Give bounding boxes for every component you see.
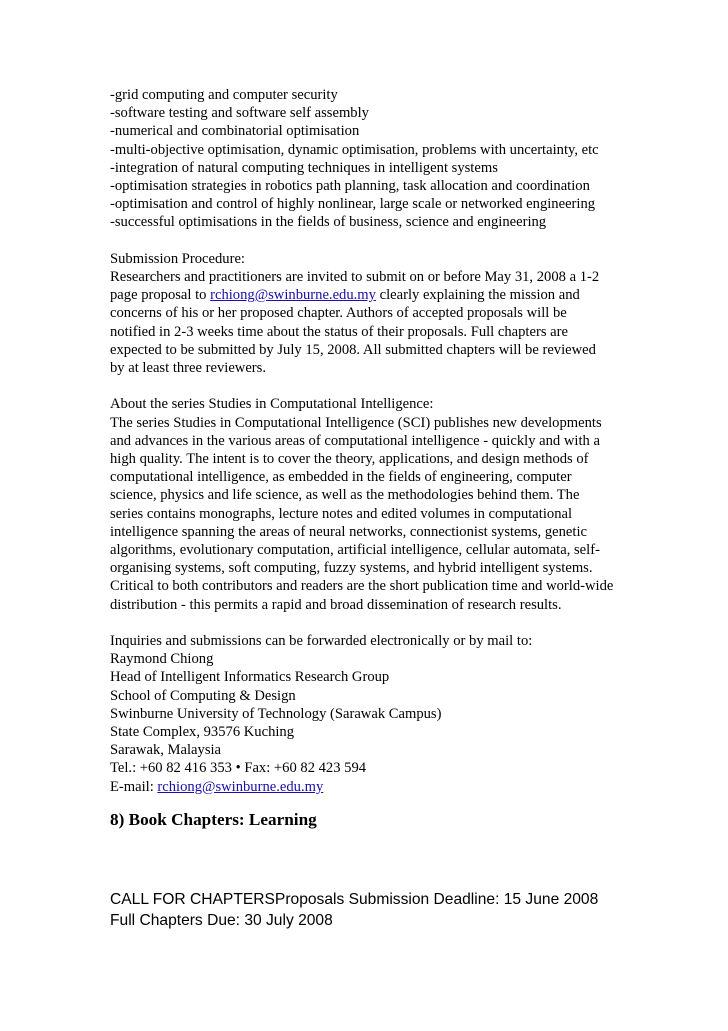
submission-text-line: by at least three reviewers. (110, 360, 266, 377)
contact-school: School of Computing & Design (110, 687, 296, 704)
topic-item: -grid computing and computer security (110, 87, 338, 103)
submission-text-line: expected to be submitted by July 15, 2008. All submitted chapters will be reviewed (110, 341, 596, 358)
series-text-line: science, physics and life science, as well as the methodologies behind them. The (110, 487, 580, 504)
series-text-line: and advances in the various areas of computational intelligence - quickly and with a (110, 432, 600, 449)
series-description (110, 395, 670, 613)
topic-item: -integration of natural computing techniques in intelligent systems (110, 159, 498, 176)
submission-heading: Submission Procedure: (110, 250, 245, 267)
topic-item: -optimisation strategies in robotics path planning, task allocation and coordination (110, 178, 590, 195)
series-text-line: computational intelligence, as embedded in the fields of engineering, computer (110, 469, 572, 486)
series-text-line: Critical to both contributors and readers are the short publication time and world-wide (110, 578, 614, 595)
topic-item: -successful optimisations in the fields of business, science and engineering (110, 214, 547, 231)
contact-role: Head of Intelligent Informatics Research Group (110, 669, 390, 686)
topic-item: -optimisation and control of highly nonlinear, large scale or networked engineering (110, 196, 596, 213)
contact-country: Sarawak, Malaysia (110, 742, 222, 759)
submission-text-line: Researchers and practitioners are invited to submit on or before May 31, 2008 a 1-2 (110, 269, 600, 286)
topic-item: -numerical and combinatorial optimisation (110, 123, 360, 140)
contact-email-line (110, 778, 670, 796)
call-due-line: Full Chapters Due: 30 July 2008 (110, 912, 333, 929)
series-text-line: high quality. The intent is to cover the theory, applications, and design methods of (110, 451, 589, 468)
series-text-line: The series Studies in Computational Intelligence (SCI) publishes new developments (110, 414, 602, 431)
email-link[interactable]: rchiong@swinburne.edu.my (210, 287, 376, 304)
submission-text-fragment: clearly explaining the mission and (375, 287, 580, 304)
series-text-line: algorithms, evolutionary computation, artificial intelligence, cellular automata, self- (110, 542, 600, 559)
contact-name: Raymond Chiong (110, 651, 214, 668)
series-text-line: series contains monographs, lecture notes and edited volumes in computational (110, 505, 573, 522)
series-text-line: organising systems, soft computing, fuzzy systems, and hybrid intelligent systems. (110, 560, 593, 577)
submission-text-fragment: page proposal to (110, 287, 211, 304)
series-text-line: distribution - this permits a rapid and broad dissemination of research results. (110, 596, 562, 613)
submission-text-line: concerns of his or her proposed chapter. Authors of accepted proposals will be (110, 305, 567, 322)
contact-email-link[interactable]: rchiong@swinburne.edu.my (157, 778, 324, 795)
topic-item: -multi-objective optimisation, dynamic optimisation, problems with uncertainty, etc (110, 141, 599, 158)
contact-block (110, 632, 670, 796)
topics-list (110, 86, 670, 232)
submission-text-line: notified in 2-3 weeks time about the status of their proposals. Full chapters are (110, 323, 568, 340)
topic-item: -software testing and software self assembly (110, 105, 369, 122)
submission-text-line (110, 286, 670, 304)
section-heading: 8) Book Chapters: Learning (110, 810, 317, 829)
document-body (110, 86, 670, 796)
contact-intro: Inquiries and submissions can be forwarded electronically or by mail to: (110, 633, 533, 650)
call-deadline-line: CALL FOR CHAPTERSProposals Submission Deadline: 15 June 2008 (110, 891, 599, 908)
contact-address: State Complex, 93576 Kuching (110, 724, 295, 741)
contact-university: Swinburne University of Technology (Sarawak Campus) (110, 705, 442, 722)
submission-procedure (110, 250, 670, 377)
contact-phone: Tel.: +60 82 416 353 • Fax: +60 82 423 594 (110, 760, 367, 777)
call-for-chapters (110, 889, 598, 931)
series-heading: About the series Studies in Computational Intelligence: (110, 396, 434, 413)
series-text-line: intelligence spanning the areas of neural networks, connectionist systems, genetic (110, 523, 587, 540)
contact-email-label: E-mail: (110, 778, 158, 795)
